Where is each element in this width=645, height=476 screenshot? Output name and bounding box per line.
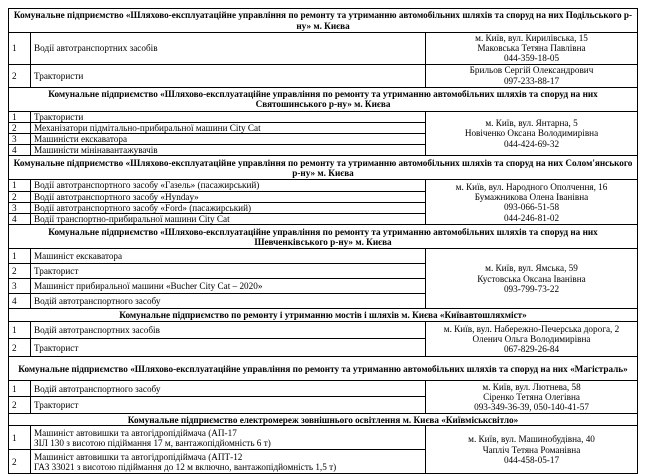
row-number: 1 — [9, 381, 31, 397]
row-number: 2 — [9, 122, 31, 133]
row-number: 2 — [9, 450, 31, 474]
job-title: Машиністи екскаватора — [31, 134, 426, 145]
enterprise-vacancies-table — [8, 8, 638, 474]
contact-address: м. Київ, вул. Янтарна, 5 — [485, 118, 578, 129]
job-title-line: Машиніст автовишки та автогідропідіймача (АП-17 — [34, 427, 237, 438]
job-title — [31, 426, 426, 450]
job-title: Механізатори підмітально-прибиральної машини City Cat — [31, 122, 426, 133]
section-header — [9, 225, 638, 249]
contact-info — [426, 180, 638, 225]
table-row — [9, 64, 638, 87]
contact-phone: 044-458-05-17 — [503, 454, 560, 465]
row-number: 4 — [9, 294, 31, 309]
contact-person: Маковська Тетяна Павлівна — [477, 43, 586, 54]
table-row — [9, 33, 638, 65]
table-row — [9, 180, 638, 191]
row-number: 1 — [9, 426, 31, 450]
contact-person: Кустовська Оксана Іванівна — [477, 273, 586, 284]
contact-person: Сіренко Тетяна Олегівна — [483, 392, 580, 403]
section-title: Комунальне підприємство по ремонту і утриманню мостів і шляхів м. Києва «Київавтошляхміст» — [9, 309, 638, 322]
section-header — [9, 9, 638, 33]
contact-address: м. Київ, вул. Ямська, 59 — [485, 263, 578, 274]
row-number: 2 — [9, 339, 31, 357]
contact-person: Брильов Сергій Олександрович — [469, 65, 594, 76]
contact-info — [426, 33, 638, 65]
job-title: Тракторист — [31, 397, 426, 414]
section-title: Комунальне підприємство «Шляхово-експлуатаційне управління по ремонту та утриманню автомобільних шляхів та споруд на них «Магістраль» — [9, 357, 638, 381]
contact-phone: 044-246-81-02 — [503, 212, 560, 223]
row-number: 1 — [9, 33, 31, 65]
section-header — [9, 309, 638, 322]
job-title-line: ГАЗ 33021 з висотою підіймання до 12 м включно, вантажопідйомність 1,5 т) — [34, 461, 337, 472]
job-title: Водії автотранспортного засобу «Hynday» — [31, 191, 426, 202]
row-number: 3 — [9, 279, 31, 294]
job-title — [31, 450, 426, 474]
contact-address: м. Київ, вул. Набережно-Печерська дорога, 2 — [443, 323, 620, 334]
section-header — [9, 357, 638, 381]
row-number: 2 — [9, 264, 31, 279]
section-header — [9, 87, 638, 111]
contact-person: Чапліч Тетяна Романівна — [482, 444, 581, 455]
job-title: Водій автотранспортного засобу — [31, 381, 426, 397]
contact-info — [426, 64, 638, 87]
job-title: Тракторист — [31, 264, 426, 279]
contact-info — [426, 381, 638, 414]
table-row — [9, 249, 638, 264]
job-title: Водії транспортно-прибиральної машини City Cat — [31, 214, 426, 225]
row-number: 2 — [9, 64, 31, 87]
contact-phone: 093-349-36-39, 050-140-41-57 — [474, 402, 589, 413]
job-title: Водії автотранспортного засобу «Газель» (пасажирський) — [31, 180, 426, 191]
contact-person: Оленич Ольга Володимирівна — [472, 334, 591, 345]
job-title: Машиніст екскаватора — [31, 249, 426, 264]
row-number: 1 — [9, 111, 31, 122]
job-title: Водії автотранспортних засобів — [31, 33, 426, 65]
contact-phone: 097-233-88-17 — [503, 75, 560, 86]
contact-address: м. Київ, вул. Народного Ополчення, 16 — [455, 181, 608, 192]
job-title: Водій автотранспортного засобу — [31, 294, 426, 309]
contact-phone: 067-829-26-84 — [503, 344, 560, 355]
contact-phone: 093-066-51-58 — [503, 202, 560, 213]
job-title: Водій автотранспортних засобів — [31, 322, 426, 339]
contact-address: м. Київ, вул. Лютнева, 58 — [482, 381, 581, 392]
table-row — [9, 322, 638, 339]
contact-info — [426, 322, 638, 357]
row-number: 4 — [9, 214, 31, 225]
section-title: Комунальне підприємство «Шляхово-експлуатаційне управління по ремонту та утриманню автомобільних шляхів та споруд на них Солом'янського р-ну» м. Києва — [9, 156, 638, 180]
job-title: Трактористи — [31, 111, 426, 122]
contact-phone: 044-359-18-05 — [503, 53, 560, 64]
section-title: Комунальне підприємство «Шляхово-експлуатаційне управління по ремонту та утриманню автомобільних шляхів та споруд на них Подільського р-ну» м. Києва — [9, 9, 638, 33]
section-header — [9, 414, 638, 426]
section-title: Комунальне підприємство «Шляхово-експлуатаційне управління по ремонту та утриманню автомобільних шляхів та споруд на них Шевченківського р-ну» м. Києва — [9, 225, 638, 249]
job-title-line: ЗІЛ 130 з висотою підіймання 17 м, вантажопідйомність 6 т) — [34, 437, 271, 448]
row-number: 3 — [9, 202, 31, 213]
contact-address: м. Київ, вул. Машинобудівна, 40 — [468, 434, 595, 445]
row-number: 1 — [9, 249, 31, 264]
job-title: Машиніст прибиральної машини «Bucher City Cat – 2020» — [31, 279, 426, 294]
job-title-line: Машиніст автовишки та автогідропідіймача (АПТ-12 — [34, 451, 243, 462]
table-row — [9, 426, 638, 450]
table-row — [9, 381, 638, 397]
contact-person: Новіченко Оксана Володимирівна — [464, 128, 599, 139]
row-number: 1 — [9, 180, 31, 191]
row-number: 3 — [9, 134, 31, 145]
job-title: Трактористи — [31, 64, 426, 87]
contact-info — [426, 111, 638, 156]
section-header — [9, 156, 638, 180]
contact-info — [426, 249, 638, 309]
section-title: Комунальне підприємство «Шляхово-експлуатаційне управління по ремонту та утриманню автомобільних шляхів та споруд на них Святошинського р-ну» м. Києва — [9, 87, 638, 111]
table-row — [9, 111, 638, 122]
row-number: 2 — [9, 191, 31, 202]
row-number: 2 — [9, 397, 31, 414]
contact-info — [426, 426, 638, 474]
section-title: Комунальне підприємство електромереж зовнішнього освітлення м. Києва «Київміськсвітло» — [9, 414, 638, 426]
row-number: 1 — [9, 322, 31, 339]
contact-phone: 093-799-73-22 — [503, 283, 560, 294]
row-number: 4 — [9, 145, 31, 156]
job-title: Машиністи мінінавантажувачів — [31, 145, 426, 156]
contact-address: м. Київ, вул. Кирилівська, 15 — [475, 33, 588, 43]
contact-phone: 044-424-69-32 — [503, 138, 560, 149]
job-title: Водії автотранспортного засобу «Ford» (пасажирський) — [31, 202, 426, 213]
contact-person: Бумажникова Олена Іванівна — [474, 192, 589, 203]
job-title: Тракторист — [31, 339, 426, 357]
